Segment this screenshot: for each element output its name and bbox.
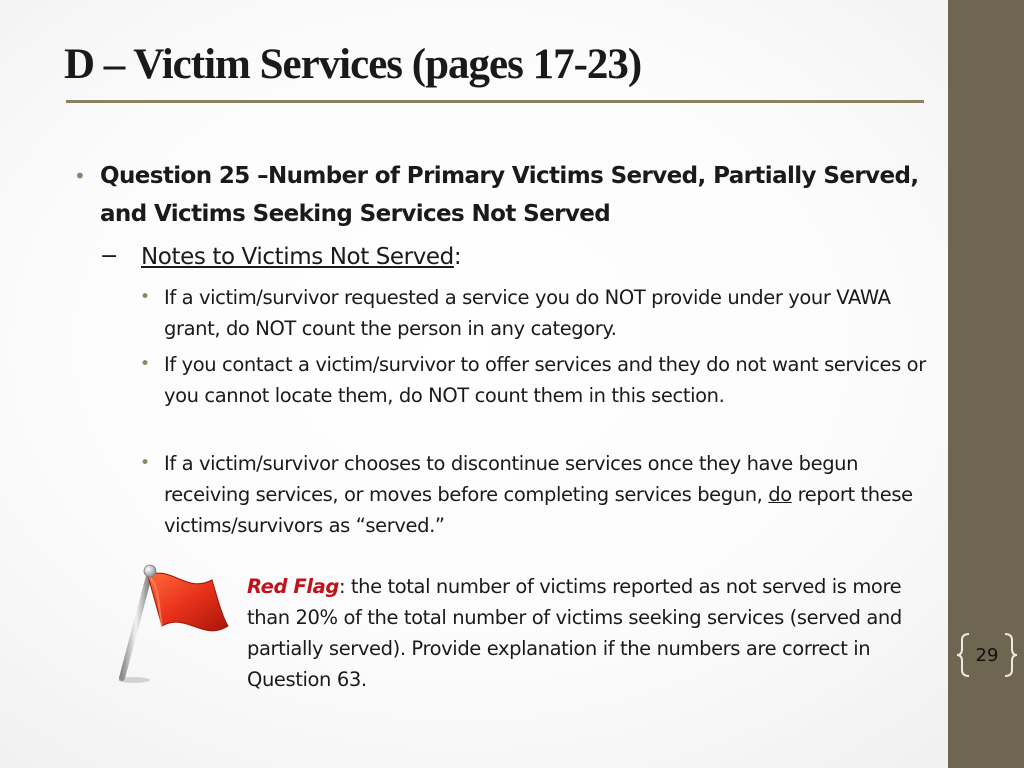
sub-bullet-3	[164, 448, 930, 541]
sub-bullet-3-text-a: If a victim/survivor chooses to discontinue services once they have begun receiving services, or moves before completing services begun,	[164, 452, 859, 506]
sub-bullet-1: If a victim/survivor requested a service you do NOT provide under your VAWA grant, do NOT count the person in any category.	[164, 286, 891, 340]
red-flag-note	[247, 571, 907, 695]
red-flag-label: Red Flag	[247, 575, 339, 598]
bullet-marker: •	[74, 164, 86, 188]
sub-bullet-marker: •	[140, 287, 151, 307]
sub-bullet-marker: •	[140, 453, 151, 473]
sub-bullet-3-text-b: report these victims/survivors as “served.”	[164, 483, 913, 537]
notes-subheading-text: Notes to Victims Not Served	[141, 244, 454, 270]
notes-subheading	[141, 240, 461, 274]
red-flag-icon	[108, 560, 236, 688]
dash-marker: −	[100, 244, 119, 269]
red-flag-text: : the total number of victims reported as not served is more than 20% of the total number of victims seeking services (served and partially served). Provide explanation if the numbers are correct in Question 63.	[247, 575, 902, 691]
slide-title: D – Victim Services (pages 17-23)	[64, 41, 642, 88]
sub-bullet-2: If you contact a victim/survivor to offer services and they do not want services or you cannot locate them, do NOT count them in this section.	[164, 353, 926, 407]
title-underline	[66, 100, 924, 103]
page-number: 29	[975, 644, 999, 666]
sub-bullet-marker: •	[140, 354, 151, 374]
question-25-heading: Question 25 –Number of Primary Victims Served, Partially Served, and Victims Seeking Services Not Served	[100, 163, 919, 227]
sub-bullet-3-emphasis: do	[768, 483, 792, 506]
notes-subheading-colon: :	[453, 244, 462, 270]
